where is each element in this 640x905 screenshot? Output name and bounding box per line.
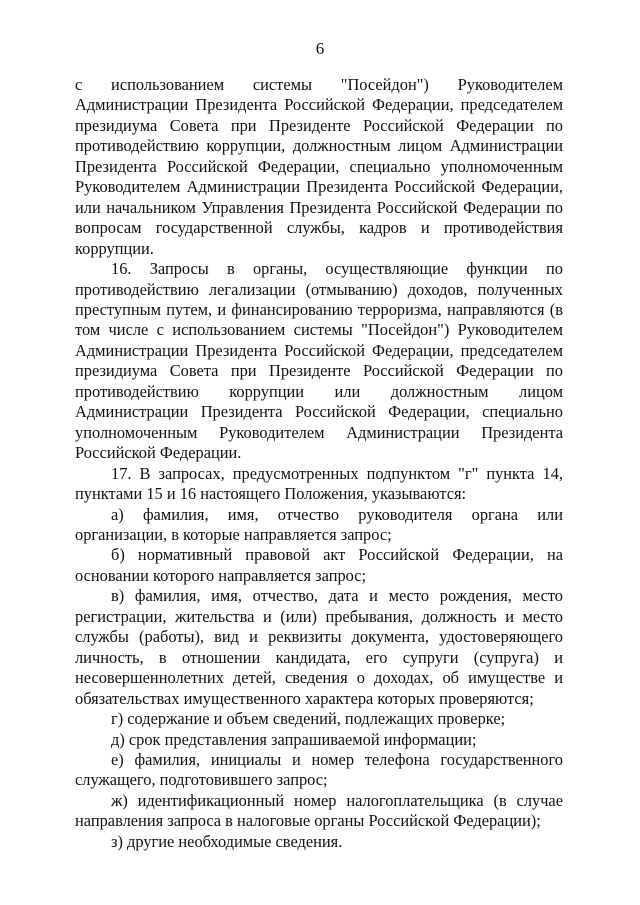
list-item-d: д) срок представления запрашиваемой информации; — [111, 729, 477, 749]
paragraph-17: 17. В запросах, предусмотренных подпунктом "г" пункта 14, пунктами 15 и 16 настоящего Положения, указываются: — [75, 463, 563, 504]
paragraph-continuation: с использованием системы "Посейдон") Руководителем Администрации Президента Российской Федерации, председателем президиума Совета при Президенте Российской Федерации по противодействию коррупции, должностным лицом Администрации Президента Российской Федерации, специально уполномоченным Руководителем Администрации Президента Российской Федерации, или начальником Управления Президента Российской Федерации по вопросам государственной службы, кадров и противодействия коррупции. — [75, 75, 563, 258]
list-item-e: е) фамилия, инициалы и номер телефона государственного служащего, подготовившего запрос; — [75, 749, 563, 790]
list-item-v: в) фамилия, имя, отчество, дата и место рождения, место регистрации, жительства и (или) пребывания, должность и место службы (работы), вид и реквизиты документа, удостоверяющего личность, в отношении кандидата, его супруги (супруга) и несовершеннолетних детей, сведения о доходах, об имуществе и обязательствах имущественного характера которых проверяются; — [75, 586, 563, 708]
document-body — [75, 75, 563, 852]
list-item-g: г) содержание и объем сведений, подлежащих проверке; — [111, 709, 506, 729]
list-item-b: б) нормативный правовой акт Российской Федерации, на основании которого направляется запрос; — [75, 545, 563, 585]
list-item-a: а) фамилия, имя, отчество руководителя органа или организации, в которые направляется запрос; — [75, 504, 563, 544]
list-item-zh: ж) идентификационный номер налогоплательщика (в случае направления запроса в налоговые органы Российской Федерации); — [75, 790, 563, 831]
list-item-z: з) другие необходимые сведения. — [111, 831, 343, 851]
paragraph-16: 16. Запросы в органы, осуществляющие функции по противодействию легализации (отмыванию) доходов, полученных преступным путем, и финансированию терроризма, направляются (в том числе с использованием системы "Посейдон") Руководителем Администрации Президента Российской Федерации, председателем президиума Совета при Президенте Российской Федерации по противодействию коррупции или должностным лицом Администрации Президента Российской Федерации, специально уполномоченным Руководителем Администрации Президента Российской Федерации. — [75, 259, 563, 463]
page-number: 6 — [315, 39, 325, 58]
